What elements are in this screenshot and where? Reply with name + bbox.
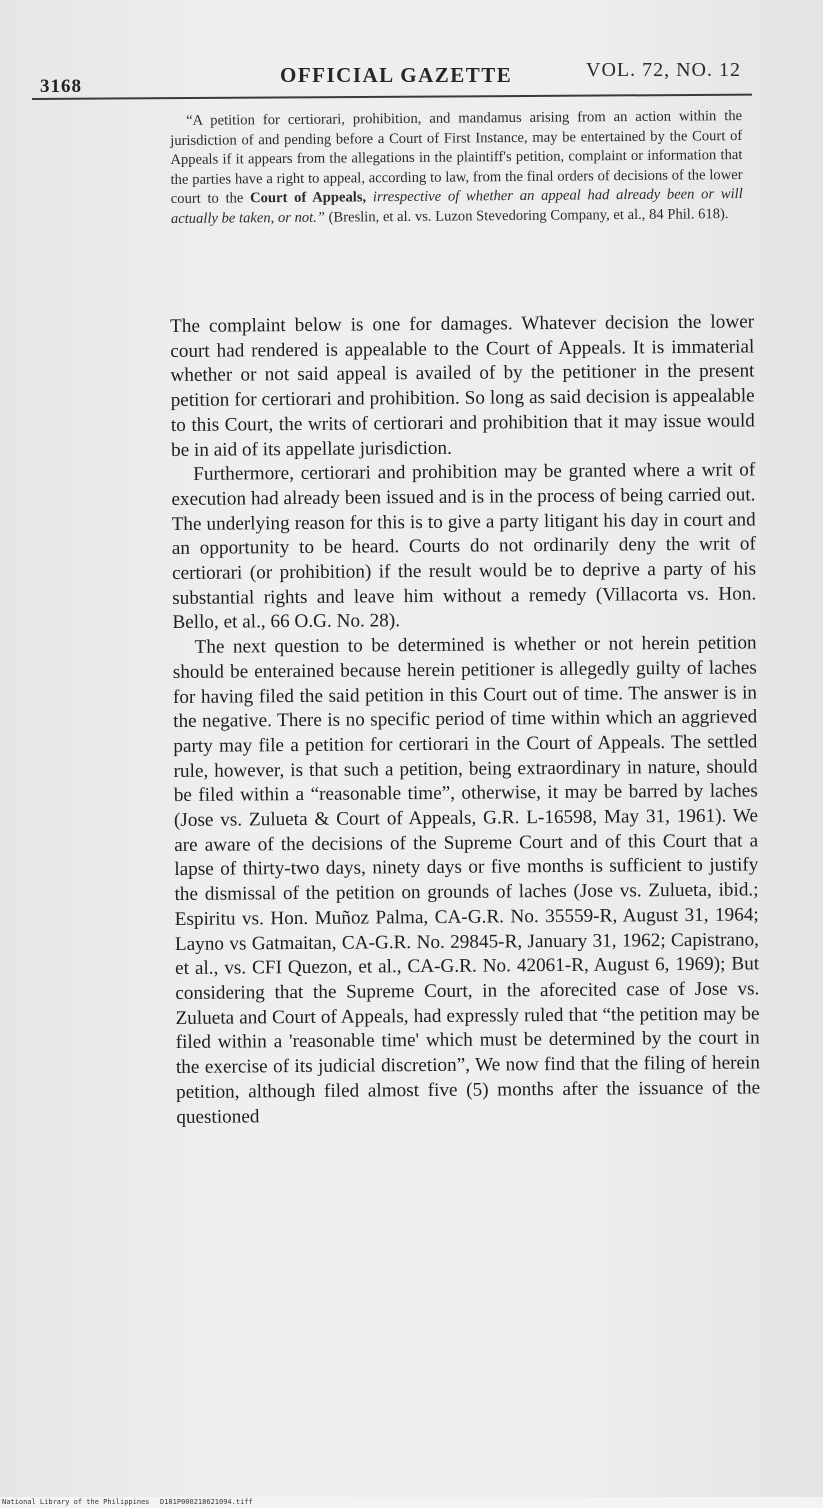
scan-footer (0, 1497, 823, 1508)
page-number: 3168 (40, 76, 82, 97)
paragraph-3: The next question to be determined is whether or not herein petition should be enterained because herein petitioner is allegedly guilty of laches for having filed the said petition in this Court out of time. The answer is in the negative. There is no specific period of time within which an aggrieved party may file a petition for certiorari in the Court of Appeals. The settled rule, however, is that such a petition, being extraordinary in nature, should be filed within a “reasonable time”, otherwise, it may be barred by laches (Jose vs. Zulueta & Court of Appeals, G.R. L-16598, May 31, 1961). We are aware of the decisions of the Supreme Court and of this Court that a lapse of thirty-two days, ninety days or five months is sufficient to justify the dismissal of the petition on grounds of laches (Jose vs. Zulueta, ibid.; Espiritu vs. Hon. Muñoz Palma, CA-G.R. No. 35559-R, August 31, 1964; Layno vs Gatmaitan, CA-G.R. No. 29845-R, January 31, 1962; Capistrano, et al., vs. CFI Quezon, et al., CA-G.R. No. 42061-R, August 6, 1969); But considering that the Supreme Court, in the aforecited case of Jose vs. Zulueta and Court of Appeals, had expressly ruled that “the petition may be filed within a 'reasonable time' which must be determined by the court in the exercise of its judicial discretion”, We now find that the filing of herein petition, although filed almost five (5) months after the issuance of the questioned (172, 632, 761, 1128)
volume-issue: VOL. 72, NO. 12 (586, 59, 741, 81)
library-credit: National Library of the Philippines (2, 1498, 150, 1506)
paragraph-1: The complaint below is one for damages. Whatever decision the lower court had rendered is appealable to the Court of Appeals. It is immaterial whether or not said appeal is availed of by the petitioner in the present petition for certiorari and prohibition. So long as said decision is appealable to this Court, the writs of certiorari and prohibition that it may issue would be in aid of its appellate jurisdiction. (170, 311, 755, 461)
paragraph-2: Furthermore, certiorari and prohibition may be granted where a writ of execution had already been issued and is in the process of being carried out. The underlying reason for this is to give a party litigant his day in court and an opportunity to be heard. Courts do not ordinarily deny the writ of certiorari (or prohibition) if the result would be to deprive a party of his substantial rights and leave him without a remedy (Villacorta vs. Hon. Bello, et al., 66 O.G. No. 28). (171, 459, 757, 634)
journal-title: OFFICIAL GAZETTE (280, 63, 513, 87)
quote-text-start: “A petition for certiorari, prohibition, and mandamus arising from an action within the jurisdiction of and pending before a Court of First Instance, may be entertained by the Court of Appeals if it appears from the allegations in the plaintiff's petition, complaint or information that the parties have a right to appeal, according to law, from the final orders of decisions of the lower court to the (170, 108, 743, 208)
quote-bold-text: Court of Appeals, (250, 189, 367, 207)
block-quote (170, 107, 743, 230)
body-text (170, 310, 760, 1130)
page-header (0, 54, 823, 97)
scan-filename: D181P000218621094.tiff (160, 1498, 253, 1506)
header-rule (32, 94, 752, 100)
quote-citation: (Breslin, et al. vs. Luzon Stevedoring Company, et al., 84 Phil. 618). (324, 206, 729, 226)
quote-italic-text: irrespective of whether an appeal had already been or will actually be taken, or not.” (170, 186, 743, 227)
